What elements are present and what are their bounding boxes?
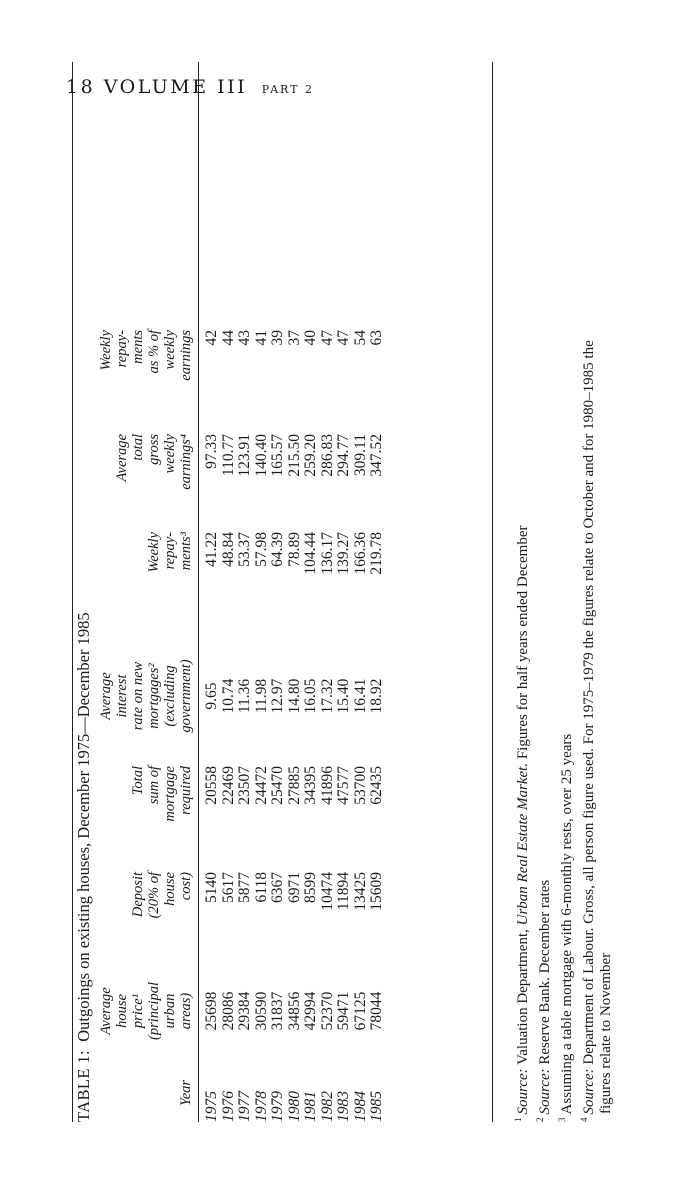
cell-pct: 47 <box>318 330 336 346</box>
source-label: Source: <box>515 1068 531 1115</box>
cell-repay: 136.17 <box>318 532 336 575</box>
cell-mortgage: 22469 <box>219 766 237 805</box>
cell-earnings: 97.33 <box>203 434 220 469</box>
header-line: Weekly <box>98 330 114 371</box>
cell-year: 1977 <box>236 1091 253 1122</box>
cell-price: 59471 <box>335 991 352 1031</box>
footnote <box>532 62 554 1122</box>
cell-earnings: 294.77 <box>335 434 352 477</box>
cell-pct: 54 <box>351 330 369 346</box>
cell-year: 1978 <box>252 1091 270 1122</box>
header-line: Deposit <box>130 872 146 918</box>
cell-earnings: 110.77 <box>219 434 237 477</box>
footnote-text-after: Figures for half years ended December <box>515 525 531 763</box>
cell-mortgage: 34395 <box>302 766 319 805</box>
cell-repay: 166.36 <box>351 532 369 575</box>
cell-year: 1975 <box>203 1091 220 1122</box>
cell-rate: 17.32 <box>318 678 336 714</box>
cell-deposit: 5877 <box>236 872 253 903</box>
cell-earnings: 259.20 <box>302 434 319 477</box>
header-line: (excluding <box>162 665 178 727</box>
header-line: cost) <box>178 872 194 901</box>
column-header-mortgage <box>130 766 194 852</box>
footnote-number: 2 <box>535 1117 545 1122</box>
cell-pct: 63 <box>368 330 385 346</box>
header-line: urban <box>162 993 178 1029</box>
column-header-year <box>178 1064 194 1122</box>
footnote-text: figures relate to November <box>598 952 614 1114</box>
footnote-text: Reserve Bank. December rates <box>537 879 553 1065</box>
cell-deposit: 8599 <box>302 872 319 903</box>
footnote-number: 3 <box>557 1117 567 1122</box>
cell-year: 1976 <box>219 1091 237 1122</box>
column-deposit <box>72 872 492 952</box>
cell-pct: 43 <box>236 330 253 346</box>
cell-earnings: 347.52 <box>368 434 385 477</box>
cell-repay: 41.22 <box>203 532 220 567</box>
cell-deposit: 11894 <box>335 872 352 911</box>
cell-price: 28086 <box>219 991 237 1031</box>
header-line: Year <box>178 1079 194 1107</box>
cell-pct: 41 <box>252 330 270 346</box>
footnote-text: Assuming a table mortgage with 6-monthly rests, over 25 years <box>559 733 575 1115</box>
cell-year: 1983 <box>335 1091 352 1122</box>
cell-price: 29384 <box>236 991 253 1031</box>
column-header-repay <box>146 532 194 602</box>
cell-rate: 11.98 <box>252 678 270 714</box>
cell-price: 78044 <box>368 991 385 1031</box>
cell-repay: 57.98 <box>252 532 270 567</box>
header-line: weekly <box>162 434 178 474</box>
cell-price: 34856 <box>285 991 303 1031</box>
footnote <box>554 62 576 1122</box>
header-line: (principal <box>146 982 162 1040</box>
footnote-text: Valuation Department, <box>515 925 531 1065</box>
column-rate <box>72 642 492 750</box>
cell-repay: 53.37 <box>236 532 253 567</box>
volume-title: VOLUME III <box>103 76 248 98</box>
cell-year: 1982 <box>318 1091 336 1122</box>
cell-rate: 14.80 <box>285 678 303 714</box>
header-line: rate on new <box>130 661 146 731</box>
column-header-rate <box>98 642 194 750</box>
header-line: sum of <box>146 766 162 805</box>
header-line: earnings <box>178 330 194 381</box>
cell-rate: 15.40 <box>335 678 352 714</box>
column-earnings <box>72 434 492 514</box>
cell-rate: 16.05 <box>302 678 319 714</box>
header-line: areas) <box>178 992 194 1030</box>
column-year <box>72 1064 492 1122</box>
footnote <box>576 62 598 1122</box>
header-line: gross <box>146 434 162 465</box>
header-line: mortgages² <box>146 663 162 729</box>
cell-earnings: 309.11 <box>351 434 369 477</box>
cell-deposit: 13425 <box>351 872 369 911</box>
cell-deposit: 6118 <box>252 872 270 903</box>
cell-price: 42994 <box>302 991 319 1031</box>
cell-repay: 219.78 <box>368 532 385 575</box>
cell-year: 1984 <box>351 1091 369 1122</box>
cell-deposit: 6367 <box>269 872 286 903</box>
cell-earnings: 140.40 <box>252 434 270 477</box>
cell-pct: 44 <box>219 330 237 346</box>
header-line: government) <box>178 659 194 733</box>
cell-repay: 64.39 <box>269 532 286 567</box>
cell-earnings: 165.57 <box>269 434 286 477</box>
cell-year: 1979 <box>269 1091 286 1122</box>
cell-price: 30590 <box>252 991 270 1031</box>
cell-pct: 37 <box>285 330 303 346</box>
column-mortgage <box>72 766 492 852</box>
cell-pct: 39 <box>269 330 286 346</box>
table-label: TABLE 1: <box>74 1050 93 1122</box>
cell-rate: 18.92 <box>368 678 385 714</box>
column-header-pct <box>98 330 194 416</box>
cell-year: 1981 <box>302 1091 319 1122</box>
cell-mortgage: 62435 <box>368 766 385 805</box>
cell-earnings: 123.91 <box>236 434 253 477</box>
cell-deposit: 15609 <box>368 872 385 911</box>
column-header-price <box>98 968 194 1054</box>
table-caption: Outgoings on existing houses, December 1975—December 1985 <box>74 612 93 1042</box>
footnotes <box>510 62 615 1122</box>
cell-year: 1980 <box>285 1091 303 1122</box>
cell-deposit: 5140 <box>203 872 220 903</box>
footnote-number: 4 <box>579 1117 589 1122</box>
footnote-text: Department of Labour. Gross, all person figure used. For 1975–1979 the figures relate to October and for 1980–1985 the <box>581 340 597 1065</box>
rotated-table-page <box>72 62 652 1122</box>
cell-pct: 47 <box>335 330 352 346</box>
cell-year: 1985 <box>368 1091 385 1122</box>
cell-price: 31837 <box>269 991 286 1031</box>
header-line: price¹ <box>130 993 146 1029</box>
cell-rate: 12.97 <box>269 678 286 714</box>
cell-mortgage: 20558 <box>203 766 220 805</box>
cell-repay: 48.84 <box>219 532 237 567</box>
column-repay <box>72 532 492 602</box>
cell-mortgage: 27885 <box>285 766 303 805</box>
column-pct <box>72 330 492 416</box>
source-label: Source: <box>581 1068 597 1115</box>
cell-price: 67125 <box>351 991 369 1031</box>
cell-pct: 42 <box>203 330 220 346</box>
bottom-rule <box>492 62 493 1122</box>
part-label: PART 2 <box>261 83 314 96</box>
cell-mortgage: 23507 <box>236 766 253 805</box>
cell-mortgage: 47577 <box>335 766 352 805</box>
cell-rate: 9.65 <box>203 682 220 710</box>
source-label: Source: <box>537 1068 553 1115</box>
column-header-earnings <box>114 434 194 514</box>
cell-rate: 10.74 <box>219 678 237 714</box>
cell-earnings: 215.50 <box>285 434 303 477</box>
header-line: interest <box>114 674 130 718</box>
cell-mortgage: 53700 <box>351 766 369 805</box>
cell-rate: 11.36 <box>236 678 253 714</box>
cell-mortgage: 24472 <box>252 766 270 805</box>
cell-price: 25698 <box>203 991 220 1031</box>
header-line: Average <box>98 987 114 1035</box>
cell-mortgage: 41896 <box>318 766 336 805</box>
cell-rate: 16.41 <box>351 678 369 714</box>
header-line: (20% of <box>146 872 162 919</box>
footnote-number: 1 <box>513 1117 523 1122</box>
header-line: house <box>114 994 130 1028</box>
header-rule <box>198 62 199 1122</box>
footnote <box>510 62 532 1122</box>
cell-earnings: 286.83 <box>318 434 336 477</box>
header-line: Average <box>114 434 130 482</box>
cell-repay: 104.44 <box>302 532 319 575</box>
cell-repay: 78.89 <box>285 532 303 567</box>
cell-pct: 40 <box>302 330 319 346</box>
header-line: total <box>130 434 146 461</box>
footnote <box>598 62 615 1122</box>
header-line: Weekly <box>146 532 162 573</box>
cell-repay: 139.27 <box>335 532 352 575</box>
header-line: Average <box>98 672 114 720</box>
header-line: as % of <box>146 330 162 374</box>
column-price <box>72 968 492 1054</box>
cell-deposit: 5617 <box>219 872 237 903</box>
header-line: repay- <box>162 532 178 570</box>
footnote-italic-text: Urban Real Estate Market. <box>515 762 531 926</box>
cell-price: 52370 <box>318 991 336 1031</box>
header-line: weekly <box>162 330 178 370</box>
cell-deposit: 10474 <box>318 872 336 911</box>
header-line: repay- <box>114 330 130 368</box>
column-header-deposit <box>130 872 194 952</box>
header-line: house <box>162 872 178 906</box>
header-line: required <box>178 766 194 815</box>
header-line: ments³ <box>178 532 194 571</box>
header-line: earnings⁴ <box>178 434 194 490</box>
page-number: 18 <box>66 76 96 98</box>
cell-mortgage: 25470 <box>269 766 286 805</box>
header-line: ments <box>130 330 146 364</box>
header-line: mortgage <box>162 766 178 822</box>
cell-deposit: 6971 <box>285 872 303 903</box>
header-line: Total <box>130 766 146 796</box>
